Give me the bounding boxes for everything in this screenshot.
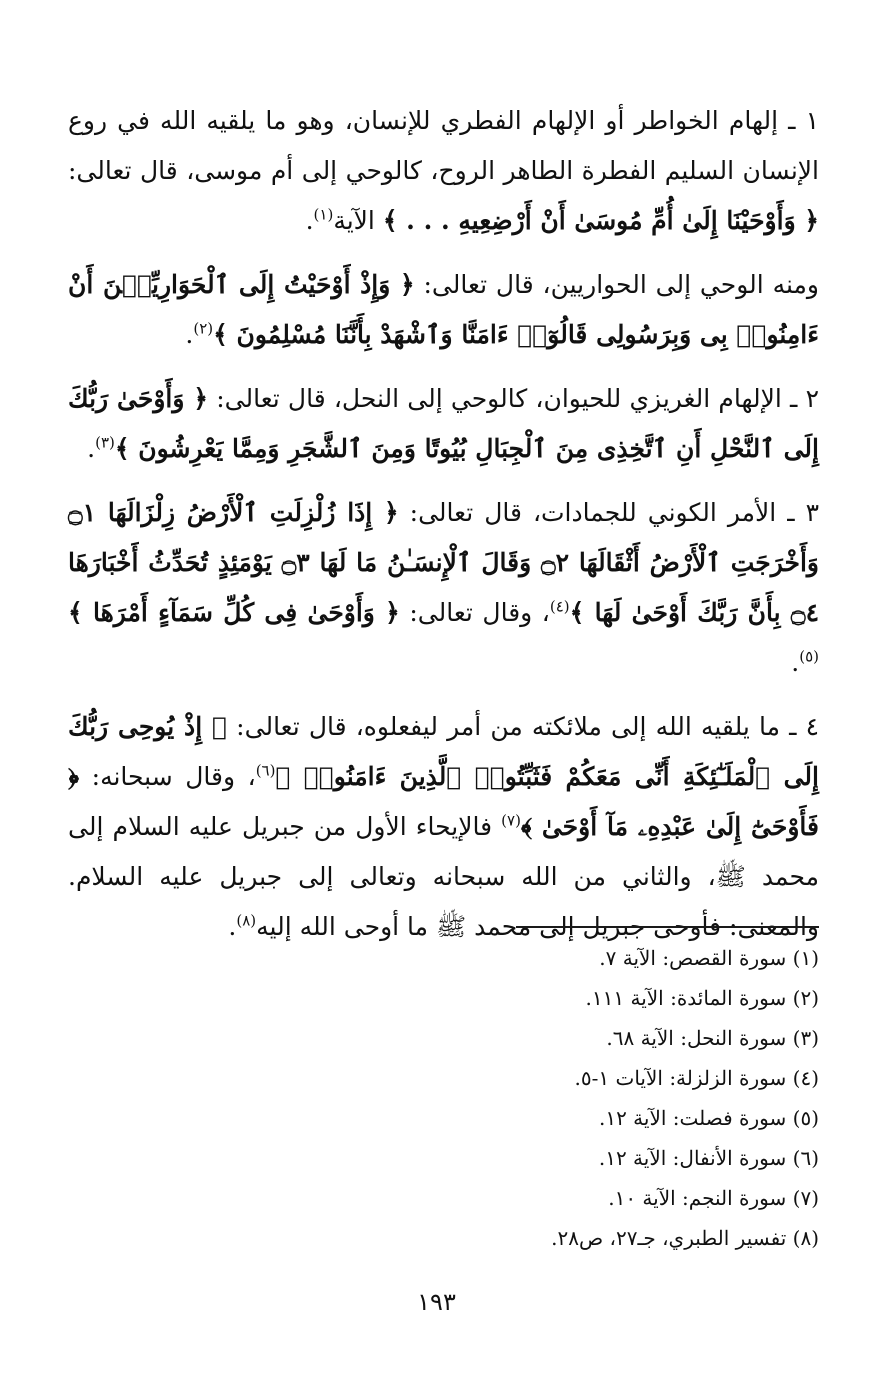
footnote-5: (٥) سورة فصلت: الآية ١٢. [598,1106,819,1130]
quran-verse: ﴿ إِذْ يُوحِى رَبُّكَ إِلَى ٱلْمَلَـٰٓئِكَةِ أَنِّى مَعَكُمْ فَثَبِّتُوا۟ ٱلَّذِينَ ءَامَنُوا۟ ﴾ [68,712,819,791]
footnote-ref-3[interactable]: (٨) [236,911,257,930]
paragraph-number: ٣ [805,498,820,527]
paragraph-text-after: الآية [333,206,383,235]
footnote-divider [516,926,819,928]
paragraph-tail-end: . [228,912,237,941]
footnote-7: (٧) سورة النجم: الآية ١٠. [608,1186,819,1210]
number-separator: ـ [781,384,806,413]
paragraph-tail: . [185,320,194,349]
quran-verse: ﴿ إِذَا زُلْزِلَتِ ٱلْأَرْضُ زِلْزَالَهَا ۝١ وَأَخْرَجَتِ ٱلْأَرْضُ أَثْقَالَهَا ۝٢ وَقَالَ ٱلْإِنسَـٰنُ مَا لَهَا ۝٣ يَوْمَئِذٍ تُحَدِّثُ أَخْبَارَهَا ۝٤ بِأَنَّ رَبَّكَ أَوْحَىٰ لَهَا ﴾ [68,498,819,627]
footnote-8: (٨) تفسير الطبري، جـ٢٧، ص٢٨. [551,1226,819,1250]
paragraph-tail: . [791,648,800,677]
paragraph-number: ٢ [805,384,819,413]
footnote-3: (٣) سورة النحل: الآية ٦٨. [606,1026,819,1050]
paragraph-tail: فالإيحاء الأول من جبريل عليه السلام إلى محمد ﷺ، والثاني من الله سبحانه وتعالى إلى جبريل عليه السلام. والمعنى: فأوحى جبريل إلى محمد ﷺ ما أوحى الله إليه [68,812,819,941]
paragraph-text-mid: ، وقال سبحانه: [79,762,256,791]
footnote-ref[interactable]: (٦) [255,761,276,780]
paragraph-4 [68,488,819,688]
paragraph-text: إلهام الخواطر أو الإلهام الفطري للإنسان، وهو ما يلقيه الله في روع الإنسان السليم الفطرة الطاهر الروح، كالوحي إلى أم موسى، قال تعالى: [68,106,819,185]
paragraph-number: ٤ [805,712,820,741]
paragraph-tail: . [87,434,96,463]
footnote-ref-2[interactable]: (٧) [501,811,521,830]
quran-verse: ﴿ وَإِذْ أَوْحَيْتُ إِلَى ٱلْحَوَارِيِّـۧنَ أَنْ ءَامِنُوا۟ بِى وَبِرَسُولِى قَالُوٓا۟ ءَامَنَّا وَٱشْهَدْ بِأَنَّنَا مُسْلِمُونَ ﴾ [68,270,819,349]
paragraph-text: ومنه الوحي إلى الحواريين، قال تعالى: [414,270,820,299]
paragraph-3 [68,374,819,474]
paragraph-number: ١ [805,106,820,135]
paragraph-1 [68,96,819,246]
quran-verse: ﴿ وَأَوْحَيْنَا إِلَىٰ أُمِّ مُوسَىٰ أَنْ أَرْضِعِيهِ . . . ﴾ [382,206,819,235]
footnote-6: (٦) سورة الأنفال: الآية ١٢. [598,1146,819,1170]
quran-verse: ﴿ وَأَوْحَىٰ رَبُّكَ إِلَى ٱلنَّحْلِ أَنِ ٱتَّخِذِى مِنَ ٱلْجِبَالِ بُيُوتًا وَمِنَ ٱلشَّجَرِ وَمِمَّا يَعْرِشُونَ ﴾ [68,384,819,463]
footnotes [319,938,819,1258]
paragraph-text: ما يلقيه الله إلى ملائكته من أمر ليفعلوه، قال تعالى: [227,712,780,741]
footnote-ref[interactable]: (٣) [95,433,115,452]
footnote-ref[interactable]: (٤) [549,597,570,616]
quran-verse-2: ﴿ فَأَوْحَىٰٓ إِلَىٰ عَبْدِهِۦ مَآ أَوْحَىٰ ﴾ [68,762,819,841]
main-text [68,96,819,966]
quran-verse-2: ﴿ وَأَوْحَىٰ فِى كُلِّ سَمَآءٍ أَمْرَهَا ﴾ [68,598,400,627]
page-number: ١٩٣ [417,1288,456,1316]
paragraph-5 [68,702,819,952]
paragraph-text: الأمر الكوني للجمادات، قال تعالى: [398,498,777,527]
footnote-ref-2[interactable]: (٥) [799,647,819,666]
paragraph-text: الإلهام الغريزي للحيوان، كالوحي إلى النحل، قال تعالى: [208,384,782,413]
footnote-ref[interactable]: (٢) [193,319,214,338]
number-separator: ـ [778,106,806,135]
paragraph-2 [68,260,819,360]
paragraph-text-mid: ، وقال تعالى: [399,598,550,627]
footnote-ref[interactable]: (١) [313,205,334,224]
footnote-1: (١) سورة القصص: الآية ٧. [599,946,819,970]
number-separator: ـ [779,712,806,741]
paragraph-tail: . [305,206,314,235]
footnote-2: (٢) سورة المائدة: الآية ١١١. [585,986,819,1010]
number-separator: ـ [776,498,806,527]
footnote-4: (٤) سورة الزلزلة: الآيات ١-٥. [574,1066,819,1090]
